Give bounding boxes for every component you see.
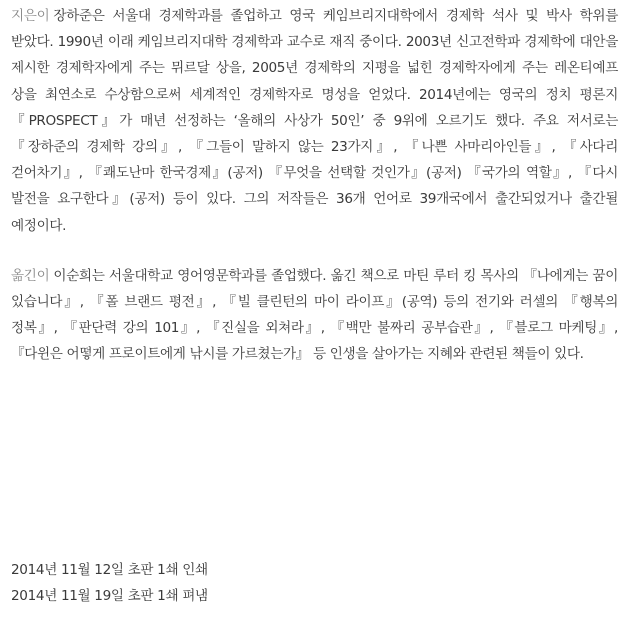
author-bio-text: 장하준은 서울대 경제학과를 졸업하고 영국 케임브리지대학에서 경제학 석사 및 박사 학위를 받았다. 1990년 이래 케임브리지대학 경제학과 교수로 재직 중이다. 2003년 신고전학파 경제학에 대안을 제시한 경제학자에게 주는 뮈르달 상을, 2005년 경제학의 지평을 넓힌 경제학자에게 주는 레온티예프 상을 최연소로 수상함으로써 세계적인 경제학자로 명성을 얻었다. 2014년에는 영국의 정치 평론지 『PROSPECT』가 매년 선정하는 ‘올해의 사상가 50인’ 중 9위에 오르기도 했다. 주요 저서로는 『장하준의 경제학 강의』, 『그들이 말하지 않는 23가지』, 『나쁜 사마리아인들』, 『사다리 걷어차기』, 『쾌도난마 한국경제』(공저) 『무엇을 선택할 것인가』(공저) 『국가의 역할』, 『다시 발전을 요구한다』(공저) 등이 있다. 그의 저작들은 36개 언어로 39개국에서 출간되었거나 출간될 예정이다. xyxy=(11,8,618,234)
colophon xyxy=(11,557,208,609)
author-role-label: 지은이 xyxy=(11,8,50,24)
print-date-line: 2014년 11월 12일 초판 1쇄 인쇄 xyxy=(11,562,208,578)
translator-bio-paragraph xyxy=(11,263,618,368)
translator-role-label: 옮긴이 xyxy=(11,267,50,284)
publish-date-line: 2014년 11월 19일 초판 1쇄 펴냄 xyxy=(11,588,208,604)
author-bio-paragraph xyxy=(11,3,618,239)
translator-bio-text: 이순희는 서울대학교 영어영문학과를 졸업했다. 옮긴 책으로 마틴 루터 킹 목사의 『나에게는 꿈이 있습니다』, 『폴 브랜드 평전』, 『빌 클린턴의 마이 라이프』(공역) 등의 전기와 러셀의 『행복의 정복』, 『판단력 강의 101』, 『진실을 외쳐라』, 『백만 불짜리 공부습관』, 『블로그 마케팅』, 『다윈은 어떻게 프로이트에게 낚시를 가르쳤는가』 등 인생을 살아가는 지혜와 관련된 책들이 있다. xyxy=(11,267,618,363)
